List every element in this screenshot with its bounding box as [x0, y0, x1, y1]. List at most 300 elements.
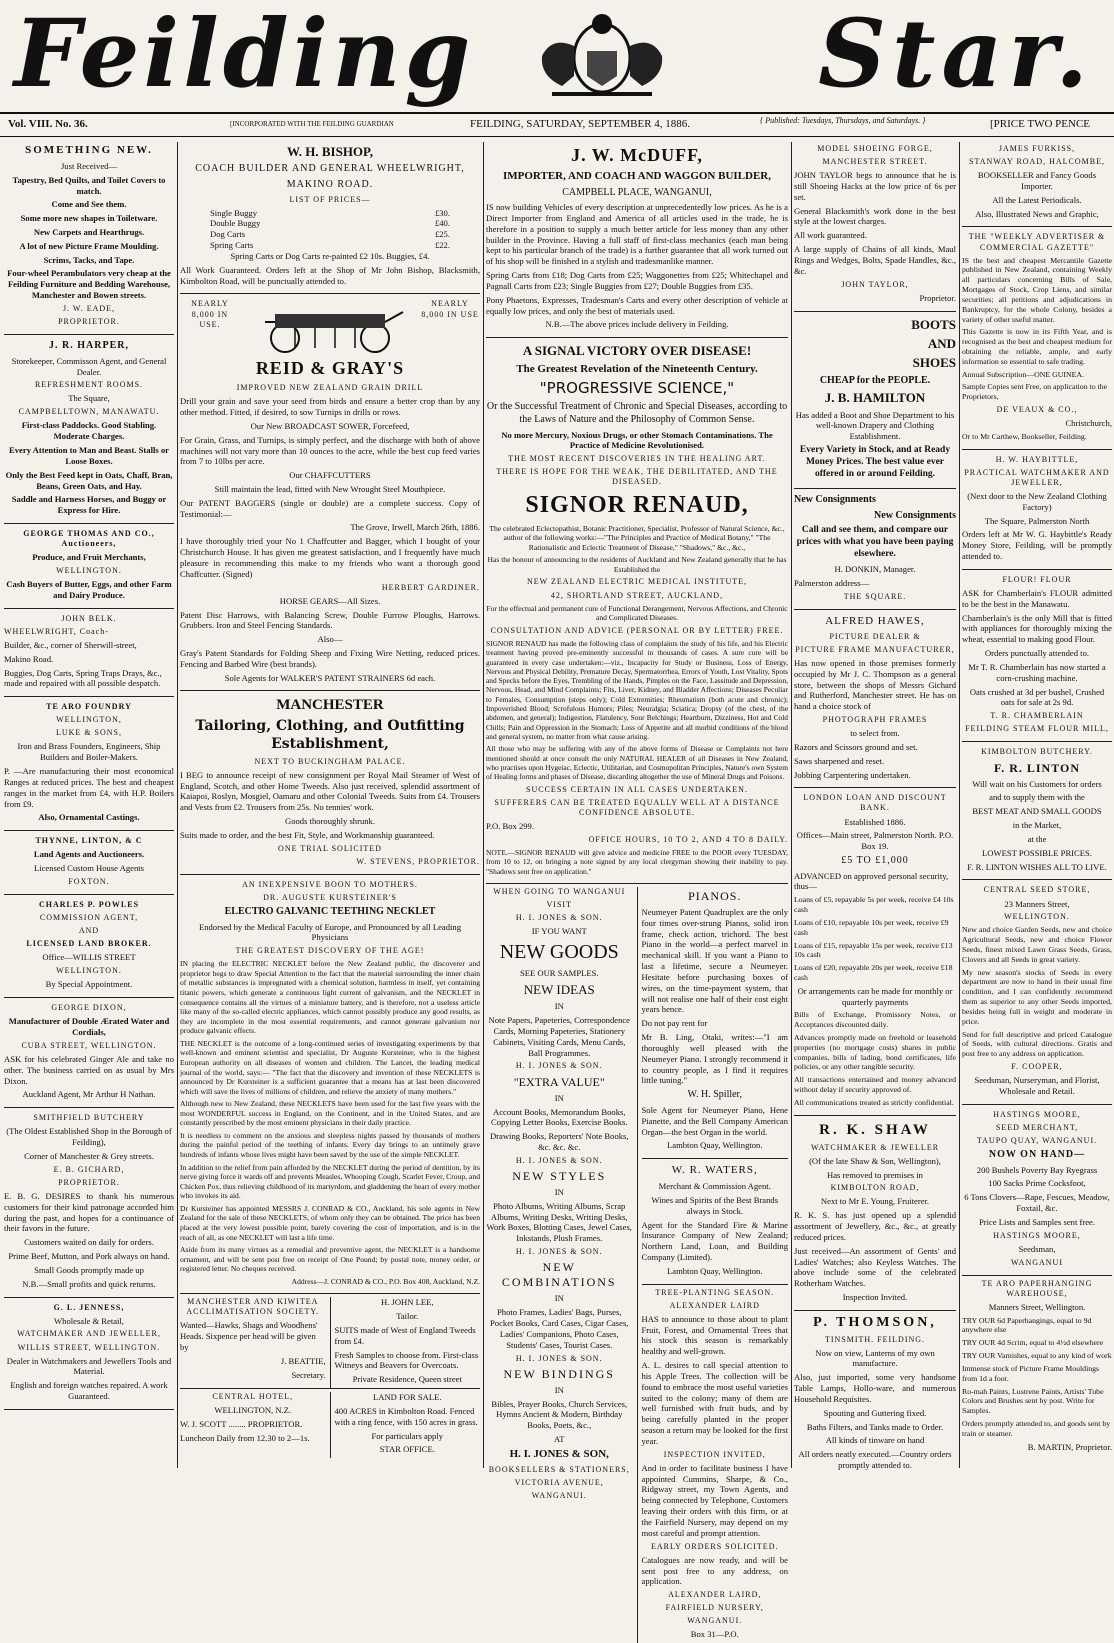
- ad-text: IN: [554, 1384, 564, 1395]
- ad-text: Box 31—P.O.: [690, 1629, 739, 1640]
- ad-text: Only the Best Feed kept in Oats, Chaff, Bran, Beans, Green Oats, and Hay.: [5, 469, 173, 491]
- column-2: [180, 142, 480, 1468]
- ad-text: Auckland Agent, Mr Arthur H Nathan.: [22, 1089, 156, 1100]
- ad-heading: ALFRED HAWES,: [825, 614, 925, 627]
- ad-text: 200 Bushels Poverty Bay Ryegrass: [976, 1164, 1098, 1175]
- ad-text: Our PATENT BAGGERS (single or double) are a complete success. Copy of Testimonial:—: [180, 497, 480, 519]
- ad-text: Small Goods promptly made up: [34, 1264, 144, 1275]
- ad-text: Cash Buyers of Butter, Eggs, and other Farm and Dairy Produce.: [6, 579, 172, 600]
- ad-signature: J. W. EADE,: [62, 303, 116, 313]
- ad-text: Send for full descriptive and priced Catalogue of Seeds, with cultural directions. Gratis and post free to any address on application.: [962, 1029, 1112, 1059]
- ad-text: Christchurch,: [1065, 418, 1112, 429]
- ad-text: ADVANCED on approved personal security, thus—: [794, 870, 949, 892]
- price-row: [210, 208, 450, 219]
- ad-text: Also—: [317, 634, 343, 645]
- ad-heading: GEORGE THOMAS AND CO., Auctioneers,: [23, 528, 155, 549]
- ad-pianos: [642, 887, 789, 1159]
- ad-heading: G. L. JENNESS,: [53, 1302, 125, 1312]
- ad-heading: HASTINGS MOORE,: [993, 1109, 1081, 1119]
- ad-text: Dealer in Watchmakers and Jewellers Tools and Material.: [6, 1355, 172, 1377]
- ad-shaw: [794, 1119, 956, 1311]
- ad-heading: BOOTS: [911, 316, 956, 332]
- ad-text: SEED MERCHANT,: [995, 1122, 1079, 1132]
- ad-text: COMMISSION AGENT,: [39, 913, 139, 923]
- ad-signature: J. BEATTIE,: [280, 1355, 326, 1366]
- price-list: [180, 208, 480, 251]
- ad-text: And in order to facilitate business I have appointed Cummins, Sharpe, & Co., Ridgway street, my Town Agents, and being connected by Telephone, Customers leaving their orders with this firm, or at the Fairfield Nursery, may depend on my most careful and prompt attention.: [641, 1462, 788, 1538]
- ad-heading: TE ARO FOUNDRY: [46, 702, 132, 712]
- ad-text: Gray's Patent Standards for Folding Sheep and Fixing Wire Netting, reduced prices. Fencing and Barbed Wire (best brands).: [180, 648, 480, 669]
- ad-text: PICTURE DEALER &: [829, 631, 921, 641]
- ad-text: NEARLY 8,000 IN USE.: [191, 299, 229, 329]
- ad-text: Also, Illustrated News and Graphic,: [975, 208, 1099, 219]
- ad-text: to select from.: [850, 728, 900, 739]
- ad-hamilton: [794, 315, 956, 489]
- ad-text: Dr Kursteiner has appointed MESSRS J. CONRAD & CO., Auckland, his sole agents in New Zealand for the sale of these NECKLETS, of whom only they can be obtained. The price has been placed at the very lowest possible point, barely covering the cost of importation, and is in the reach of all, as one NECKLET will last a life time.: [180, 1203, 480, 1242]
- ad-shoeing-forge: [794, 142, 956, 312]
- ad-text: All communications treated as strictly confidential.: [794, 1097, 954, 1107]
- ad-text: HAS to announce to those about to plant Fruit, Forest, and Ornamental Trees that his stock this season is remarkably healthy and well-grown.: [641, 1313, 788, 1357]
- ad-donkin: [794, 492, 956, 610]
- ad-text: First-class Paddocks. Good Stabling. Moderate Charges.: [21, 420, 157, 442]
- ad-text: IN: [554, 1187, 564, 1197]
- ad-text: The celebrated Eclectopathist, Botanic Practitioner, Specialist, Professor of Natural Science, &c., author of the following works:—"The Principles and Practice of Medical Botany," "The Rationalistic and Eclectic Treatment of Disease," "Shadows," &c., &c.,: [489, 523, 785, 552]
- ad-text: Price Lists and Samples sent free.: [979, 1216, 1095, 1227]
- ad-text: All kinds of tinware on hand: [825, 1435, 925, 1446]
- ad-text: Licensed Custom House Agents: [33, 863, 145, 874]
- ad-text: NEW ZEALAND ELECTRIC MEDICAL INSTITUTE,: [526, 577, 748, 587]
- ad-heading: MANCHESTER: [276, 697, 384, 714]
- ad-text: Wines and Spirits of the Best Brands always in Stock.: [651, 1194, 779, 1216]
- ad-heading: H. JOHN LEE,: [380, 1297, 434, 1308]
- ad-loan-bank: [794, 791, 956, 1115]
- ad-heading: NEW BINDINGS: [503, 1366, 615, 1381]
- ad-text: Baths Filters, and Tanks made to Order.: [806, 1421, 944, 1432]
- ad-subheading: IMPROVED NEW ZEALAND GRAIN DRILL: [236, 383, 424, 393]
- ad-text: IN: [554, 1001, 564, 1012]
- ad-text: Luncheon Daily from 12.30 to 2—1s.: [180, 1432, 310, 1443]
- price-item: Double Buggy: [210, 218, 261, 229]
- ad-text: Patent Disc Harrows, with Balancing Screw, Double Furrow Ploughs, Harrows. Grubbers. Iron and Steel Fencing Standards.: [180, 609, 480, 631]
- column-rule: [959, 142, 960, 1468]
- ad-text: H. I. JONES & SON.: [515, 1353, 603, 1363]
- ad-text: 100 Sacks Prime Cocksfoot,: [988, 1178, 1086, 1189]
- ad-signature: Proprietor.: [919, 292, 956, 303]
- ad-jones: [486, 887, 638, 1643]
- ad-text: Established 1886.: [844, 816, 906, 827]
- ad-paperhanging: [962, 1279, 1112, 1453]
- ad-text: Some more new shapes in Toiletware.: [20, 213, 158, 224]
- ad-text: Photo Albums, Writing Albums, Scrap Albums, Writing Desks, Writing Desks, Work Boxes, Blotting Cases, Jewel Cases, Inkstands, Plush Frames.: [486, 1200, 632, 1244]
- ad-text: PHOTOGRAPH FRAMES: [822, 714, 928, 724]
- ad-text: WELLINGTON.: [56, 966, 122, 976]
- ad-text: IN: [554, 1092, 564, 1103]
- dateline: [0, 112, 1114, 137]
- ad-furkiss: [962, 142, 1112, 227]
- ad-something-new: [4, 142, 174, 335]
- ad-text: WELLINGTON, N.Z.: [214, 1405, 292, 1416]
- ad-subheading: "PROGRESSIVE SCIENCE,": [539, 379, 735, 398]
- ad-text: SIGNOR RENAUD has made the following class of complaints the study of his life, and his Electric treatment having proved pre-eminently successful in thousands of cases. A sure cure will be guaranteed in every case undertaken:—viz., Incapacity for Study or Business, Loss of Energy, Nervous and Physical Debility, Premature Decay, Spermatorrhea, Errors of Youth, Lost Vitality, Spots and Specks before the Eyes, Trembling of the Hands, Pimples on the Face, Lassitude and Depression, Nervous, Head, and Mind Complaints; Fits, Liver, Kidney, and Bladder Affections; Diseases Peculiar to Females, Consumption (steps only); Cold Extremities; Rheumatism (both acute and chronic); Impoverished Blood; Scrofulous Humors; Piles; Neuralgia; Sciatica; Dropsy (of the chest, of the abdomen, and general); Indigestion, Flatulency, Sour Belchings; Heartburn, Dizziness, Hot and Cold Chills; Pain and Oppression in the Stomach; Loss of Appetite and all morbid conditions of the blood and general system, no matter from what cause arising.: [486, 638, 788, 742]
- ad-text: LUKE & SONS,: [55, 728, 122, 738]
- ad-text: Bibles, Prayer Books, Church Services, Hymns Ancient & Modern, Birthday Books, Poets, &c.,: [491, 1398, 628, 1431]
- ad-heading: LONDON LOAN AND DISCOUNT BANK.: [803, 793, 947, 813]
- ad-text: Spring Carts or Dog Carts re-painted £2 10s. Buggies, £4.: [230, 250, 430, 261]
- ad-text: English and foreign watches repaired. A work Guaranteed.: [10, 1380, 168, 1402]
- ad-text: Has the honour of announcing to the residents of Auckland and New Zealand generally that he has Established the: [487, 555, 787, 574]
- ad-heading: H. I. JONES & SON,: [509, 1447, 609, 1460]
- ad-text: THE NECKLET is the outcome of a long-continued series of investigating experiments by that well-known and eminent scientist and specialist, Dr Auguste Kursteiner, who is the highest European authority on all diseases of women and children. The Lancet, the leading medical journal of the world, says:— "The fact that the discovery and invention of these NECKLETS is announced by Dr Kursteiner is a sufficient guarantee that a means has at last been discovered which will save the lives of millions of children, and relieve the anxiety of many mothers.": [180, 1038, 480, 1096]
- ad-text: CONSULTATION AND ADVICE (PERSONAL OR BY LETTER) FREE.: [490, 625, 784, 635]
- price-value: £22.: [434, 240, 450, 251]
- ad-text: Tapestry, Bed Quilts, and Toilet Covers to match.: [12, 174, 166, 196]
- place-date: FEILDING, SATURDAY, SEPTEMBER 4, 1886.: [470, 118, 691, 130]
- ad-heading: JOHN BELK.: [61, 613, 117, 623]
- ad-text: Suits made to order, and the best Fit, Style, and Workmanship guaranteed.: [180, 829, 435, 840]
- ad-signature: W. STEVENS, PROPRIETOR.: [356, 856, 480, 866]
- ad-text: Has added a Boot and Shoe Department to his well-known Drapery and Clothing Establishment.: [795, 409, 955, 442]
- price: [PRICE TWO PENCE: [990, 118, 1091, 130]
- ad-text: It is needless to comment on the anxious and sleepless nights passed by thousands of mothers during the painful period of the teething of infants. Every day brings to an untimely grave hundreds of infants whose lives might have been saved by the use of the simple NECKLET.: [180, 1130, 480, 1159]
- ad-text: Builder, &c., corner of Sherwill-street,: [4, 639, 137, 650]
- ad-text: W. J. SCOTT ........ PROPRIETOR.: [180, 1419, 303, 1430]
- ad-text: Advances promptly made on freehold or leasehold properties (no mortgage costs) shares in public companies, bills of lading, bond certificates, life policies, or any other tangible security.: [794, 1033, 956, 1072]
- ad-smithfield: [4, 1111, 174, 1297]
- ad-text: All orders neatly executed.—Country orders promptly attended to.: [798, 1449, 952, 1471]
- ad-text: Buggies, Dog Carts, Spring Traps Drays, &c., made and repaired with all possible despatch.: [4, 667, 162, 689]
- ad-text: NOTE.—SIGNOR RENAUD will give advice and medicine FREE to the POOR every TUESDAY, from 10 to 12, on bringing a note signed by any local clergyman showing their inability to pay. "Shadows sent free on application.": [486, 847, 788, 876]
- ad-banner: [180, 299, 480, 357]
- ad-text: WELLINGTON.: [56, 565, 122, 575]
- ad-text: Spring Carts from £18; Dog Carts from £25; Waggonettes from £25; Whitechapel and Pagnall Carts from £23; Single Buggies from £27; Double Buggies from £35.: [486, 270, 788, 291]
- ad-text: (The Oldest Established Shop in the Borough of Feilding),: [6, 1126, 172, 1148]
- ad-heading: REFRESHMENT ROOMS.: [34, 380, 144, 390]
- ad-text: AT: [553, 1434, 565, 1445]
- ad-text: Note Papers, Papeteries, Correspondence Cards, Morning Papeteries, Stationery Cabinets, Visiting Cards, Menu Cards, Ball Programmes.: [488, 1015, 630, 1058]
- ad-text: WELLINGTON.: [1004, 912, 1070, 922]
- ad-text: Every Variety in Stock, and at Ready Money Prices. The best value ever offered in or around Feilding.: [799, 445, 951, 480]
- ad-text: FAIRFIELD NURSERY,: [665, 1603, 764, 1613]
- ad-land-for-sale: [335, 1392, 481, 1458]
- ad-text: Sole Agent for Neumeyer Piano, Hene Pianette, and the Bell Company American Organ—the best Organ in the world.: [641, 1104, 788, 1137]
- price-value: £40.: [434, 218, 450, 229]
- incorporated-note: [INCORPORATED WITH THE FEILDING GUARDIAN: [230, 120, 394, 128]
- ad-text: All transactions entertained and money advanced without delay if security approved of.: [794, 1075, 956, 1095]
- price-item: Spring Carts: [210, 240, 254, 251]
- ad-text: E. B. GICHARD,: [53, 1164, 125, 1174]
- ad-text: Prime Beef, Mutton, and Pork always on hand.: [8, 1251, 170, 1262]
- ad-signature: DE VEAUX & CO.,: [996, 405, 1078, 414]
- ad-text: Mr T. R. Chamberlain has now started a corn-crushing machine.: [968, 661, 1106, 683]
- ad-text: WILLIS STREET, WELLINGTON.: [17, 1342, 161, 1352]
- ad-heading: CENTRAL HOTEL,: [212, 1392, 294, 1402]
- ad-text: CHEAP for the PEOPLE.: [819, 374, 931, 386]
- ad-text: Agent for the Standard Fire & Marine Insurance Company of New Zealand; Northern Land, Loan, and Building Company (Limited).: [641, 1219, 788, 1262]
- ad-text: Chamberlain's is the only Mill that is fitted with appliances for thoroughly mixing the wheat, essential to making good Flour.: [962, 612, 1112, 645]
- ad-text: H. I. JONES & SON.: [515, 1061, 603, 1071]
- ad-text: OFFICE HOURS, 10 TO 2, AND 4 TO 8 DAILY.: [588, 834, 788, 844]
- ad-laird: [642, 1288, 789, 1641]
- ad-text: I have thoroughly tried your No 1 Chaffcutter and Bagger, which I bought of your Christchurch House. It has given me greatest satisfaction, and I frequently have much pleasure in recommending this make to my friends who want a thorough good Chaffcutter. (Signed): [180, 536, 480, 579]
- ad-text: Razors and Scissors ground and set.: [794, 741, 918, 752]
- ad-heading: SHOES: [912, 355, 956, 371]
- ad-text: Or to Mr Carthew, Bookseller, Feilding.: [962, 431, 1087, 441]
- ad-text: New Carpets and Hearthrugs.: [33, 227, 145, 237]
- ad-text: at the: [1027, 833, 1047, 844]
- ad-linton: [962, 745, 1112, 880]
- ad-text: A large supply of Chains of all kinds, Maul Rings and Wedges, Bolts, Spade Handles, &c., &c.: [794, 244, 956, 276]
- ad-subheading: IMPORTER, AND COACH AND WAGGON BUILDER,: [502, 169, 772, 182]
- masthead: [0, 0, 1114, 110]
- ad-text: Seedsman, Nurseryman, and Florist, Wholesale and Retail.: [974, 1075, 1100, 1096]
- ad-text: Storekeeper, Commisson Agent, and General Dealer.: [11, 355, 167, 377]
- ad-text: Also, just imported, some very handsome Table Lamps, Hollo-ware, and numerous Household Requisites.: [794, 1372, 956, 1404]
- ad-text: N.B.—Small profits and quick returns.: [22, 1278, 156, 1289]
- ad-text: Fresh Samples to choose from. First-class Witneys and Beavers for Overcoats.: [334, 1349, 479, 1371]
- ad-text: Or the Successful Treatment of Chronic and Special Diseases, according to the Laws of Nature and the Philosophy of Common Sense.: [486, 401, 788, 425]
- column-rule: [791, 142, 792, 1468]
- ad-text: No more Mercury, Noxious Drugs, or other Stomach Contaminations. The Practice of Medicine Revolutionised.: [501, 429, 773, 451]
- ad-text: Has now opened in those premises formerly occupied by Mr J. C. Thompson as a general store, between the shops of Messrs Gichard and Rutherford, Manchester street. He has on hand a choice stock of: [794, 657, 956, 712]
- ad-text: Land Agents and Auctioneers.: [33, 849, 145, 860]
- ad-text: Office—WILLIS STREET: [42, 952, 136, 963]
- ad-text: Orders promptly attended to, and goods sent by train or steamer.: [962, 1418, 1111, 1438]
- ad-text: Merchant & Commission Agent.: [658, 1181, 771, 1192]
- column-1: [4, 142, 174, 1468]
- ad-heading: FLOUR! FLOUR: [1002, 574, 1072, 584]
- ad-pair: [180, 1297, 480, 1388]
- ad-dixon: [4, 1001, 174, 1108]
- ad-text: Scrims, Tacks, and Tape.: [43, 254, 135, 265]
- ad-text: ALEXANDER LAIRD: [669, 1300, 760, 1310]
- coat-of-arms-icon: [512, 6, 692, 101]
- ad-subheading: The Greatest Revelation of the Nineteenth Century.: [516, 362, 758, 375]
- column-4: [794, 142, 956, 1471]
- column-rule: [177, 142, 178, 1468]
- ad-text: All the Latest Periodicals.: [992, 194, 1082, 205]
- ad-text: AND: [78, 926, 100, 936]
- ad-text: My new season's stocks of Seeds in every department are now to hand in their usual fine condition, and I can confidently recommend them as superior to any other Seeds imported, besides being full in weight and moderate in price.: [962, 967, 1112, 1026]
- ad-text: Although new to New Zealand, these NECKLETS have been used for the last five years with the most WONDERFUL success in England, on the Continent, and in the United States, and are constantly prescribed by the most eminent physicians in their daily practice.: [180, 1099, 480, 1128]
- ad-text: SEE OUR SAMPLES.: [519, 968, 599, 979]
- ad-haybittle: [962, 453, 1112, 570]
- price-row: [210, 229, 450, 240]
- ad-text: N.B.—The above prices include delivery in Feilding.: [545, 319, 729, 330]
- price-value: £25.: [434, 229, 450, 240]
- ad-thomson: [794, 1314, 956, 1471]
- ad-heading: A SIGNAL VICTORY OVER DISEASE!: [522, 343, 752, 359]
- ad-text: Oats crushed at 3d per bushel, Crushed oats for sale at 2s 9d.: [969, 686, 1105, 708]
- ad-text: BOOKSELLERS & STATIONERS,: [488, 1464, 630, 1474]
- ad-signature: JOHN TAYLOR,: [841, 279, 909, 289]
- ad-text: MANCHESTER STREET.: [822, 157, 928, 167]
- ad-text: All those who may be suffering with any of the above forms of Disease or Complaints not here mentioned should at once consult the only NATURAL HEALER of all Diseases in New Zealand, who practises upon Hygeiac, Eclectic, Utilitarian, and Cosmopolitan Principles, Nature's own System of Healing forms and phases of Disease, discarding altogether the use of Mineral Drugs and Poisons.: [486, 744, 788, 782]
- ad-heading: MANCHESTER AND KIWITEA ACCLIMATISATION SOCIETY.: [186, 1297, 320, 1317]
- ad-signature: T. R. CHAMBERLAIN: [990, 711, 1084, 721]
- ad-text: Do not pay rent for: [641, 1018, 708, 1029]
- ad-text: Drill your grain and save your seed from birds and ensure a better crop than by any other method. Fitted, if desired, to sow Turnips in drills or rows.: [180, 396, 480, 418]
- ad-seed-store: [962, 883, 1112, 1104]
- ad-text: Mr B. Ling, Otaki, writes:—"I am thoroughly well pleased with the Neumeyer Piano. I strongly recommend it to country people, as I find it requires little tuning.": [641, 1032, 788, 1086]
- ad-text: Still maintain the lead, fitted with New Wrought Steel Mouthpiece.: [214, 483, 446, 494]
- ad-subheading: COACH BUILDER AND GENERAL WHEELWRIGHT,: [195, 163, 465, 175]
- ad-heading: NOW ON HAND—: [988, 1148, 1086, 1160]
- column-rule: [483, 142, 484, 1468]
- ad-heading: H. W. HAYBITTLE,: [995, 454, 1079, 464]
- ad-text: Sample Copies sent Free, on application to the Proprietors,: [962, 382, 1108, 402]
- ad-hastings-moore: [962, 1108, 1112, 1276]
- ad-text: Wholesale & Retail,: [54, 1315, 124, 1326]
- ad-flour: [962, 573, 1112, 743]
- ad-jenness: [4, 1301, 174, 1410]
- ad-heading: THYNNE, LINTON, & C: [35, 836, 143, 846]
- ad-text: Address—J. CONRAD & CO., P.O. Box 408, Auckland, N.Z.: [291, 1276, 480, 1286]
- column-5: [962, 142, 1112, 1468]
- ad-text: Photo Frames, Ladies' Bags, Purses, Pocket Books, Card Cases, Cigar Cases, Ladies' Companions, Photo Cases, Students' Cases, Tourist Cases.: [490, 1307, 629, 1350]
- ad-text: Now on view, Lanterns of my own manufacture.: [815, 1347, 935, 1369]
- ad-text: Manners Street, Wellington.: [988, 1301, 1086, 1312]
- ad-text: Come and See them.: [51, 199, 127, 210]
- ad-text: SUFFERERS CAN BE TREATED EQUALLY WELL AT A DISTANCE CONFIDENCE ABSOLUTE.: [494, 797, 780, 817]
- ad-text: FEILDING STEAM FLOUR MILL,: [965, 724, 1109, 734]
- ad-text: Four-wheel Perambulators very cheap at the Feilding Furniture and Bedding Warehouse, Manchester and Bowen streets.: [7, 268, 171, 301]
- ad-text: Saws sharpened and reset.: [794, 755, 885, 766]
- ad-text: IN placing the ELECTRIC NECKLET before the New Zealand public, the discoverer and proprietor begs to draw Special Attention to the fact that the material surrounding the inner chain of metallic substances is impregnated with a chemical solution, harmless in itself, yet containing titanic powers, which generate a continuous light current of galvanism, and the NECKLET in consequence contains all the virtues of a miniature battery, and is therefore, not a useless article like many of the so-called electric appliances, which cannot possibly produce any good results, as they are incomplete in the most essential requirements, and cannot generate galvanism nor produce galvanic effects.: [180, 959, 480, 1036]
- ad-text: Saddle and Harness Horses, and Buggy or Express for Hire.: [11, 494, 167, 516]
- ad-text: Our New BROADCAST SOWER, Forcefeed,: [250, 420, 410, 431]
- ad-text: PROPRIETOR.: [58, 1177, 120, 1187]
- ad-text: WATCHMAKER & JEWELLER: [810, 1142, 940, 1152]
- ad-text: TAUPO QUAY, WANGANUI.: [976, 1135, 1098, 1145]
- ad-text: Palmerston address—: [794, 577, 870, 588]
- ad-text: P. —Are manufacturing their most economical Ranges at reduced prices. The best and cheapest ranges in the market from £4, with H.P. Boilers from £9.: [4, 766, 174, 809]
- ad-heading: JAMES FURKISS,: [998, 144, 1076, 153]
- ad-hawes: [794, 613, 956, 789]
- ad-heading: NEW STYLES: [512, 1168, 607, 1183]
- ad-heading: New Consignments: [794, 494, 876, 505]
- ad-te-aro-foundry: [4, 700, 174, 831]
- ad-text: Annual Subscription—ONE GUINEA.: [962, 369, 1084, 379]
- ad-signature: HERBERT GARDINER.: [381, 582, 480, 592]
- ad-heading: W. R. WATERS,: [671, 1164, 758, 1177]
- price-item: Dog Carts: [210, 229, 246, 240]
- ad-text: VICTORIA AVENUE,: [514, 1477, 604, 1487]
- ad-text: THE SQUARE.: [843, 591, 907, 601]
- ad-text: ASK for his celebrated Ginger Ale and take no other. The business carried on as usual by Mrs Dixon.: [4, 1053, 174, 1086]
- ad-signature: HASTINGS MOORE,: [993, 1230, 1081, 1240]
- ad-text: THERE IS HOPE FOR THE WEAK, THE DEBILITATED, AND THE DISEASED.: [496, 467, 778, 487]
- ad-text: Has removed to premises in: [827, 1169, 923, 1180]
- ad-heading: New Consignments: [874, 509, 956, 521]
- ad-text: Ro-mah Paints, Lustrene Paints, Artists' Tube Colors and Brushes sent by post. Write for Samples.: [962, 1386, 1104, 1416]
- ad-reid-gray: [180, 297, 480, 691]
- ad-text: This Gazette is now in its Fifth Year, and is recognised as the best and cheapest medium for obtaining the reliable, ample, and early information so essential to safe trading.: [962, 327, 1112, 366]
- ad-text: By Special Appointment.: [45, 979, 133, 990]
- ad-text: Seedsman,: [1018, 1243, 1056, 1254]
- ad-text: Pony Phaetons, Expresses, Tradesman's Carts and every other description of vehicle at equally low prices, and only the best of materials used.: [486, 294, 788, 316]
- ad-central-hotel: [180, 1392, 331, 1458]
- ad-manchester-tailoring: [180, 694, 480, 874]
- ad-text: SUCCESS CERTAIN IN ALL CASES UNDERTAKEN.: [526, 784, 748, 794]
- ad-text: R. K. S. has just opened up a splendid assortment of Jewellery, &c., &c., at greatly reduced prices.: [794, 1210, 956, 1242]
- ad-text: BEST MEAT AND SMALL GOODS: [972, 806, 1102, 817]
- ad-text: New and choice Garden Seeds, new and choice Agricultural Seeds, new and choice Flower Seeds, finest mixed Lawn Grass Seeds, Grass, Clovers and all Seeds in great variety.: [962, 925, 1112, 964]
- ad-text: All Work Guaranteed. Orders left at the Shop of Mr John Bishop, Blacksmith, Kimbolton Road, will be punctually attended to.: [180, 264, 480, 286]
- ad-text: TRY OUR Varnishes, equal to any kind of work: [962, 1351, 1112, 1361]
- ad-heading: NEW GOODS: [499, 940, 619, 963]
- ad-heading: GEORGE DIXON,: [51, 1003, 127, 1013]
- ad-text: H. I. JONES & SON.: [515, 1247, 603, 1257]
- ad-text: Corner of Manchester & Grey streets.: [24, 1150, 154, 1161]
- ad-belk: [4, 612, 174, 697]
- ad-subheading: ELECTRO GALVANIC TEETHING NECKLET: [224, 905, 436, 917]
- ad-text: (Next door to the New Zealand Clothing Factory): [967, 490, 1107, 512]
- ad-heading: AN INEXPENSIVE BOON TO MOTHERS.: [242, 879, 418, 889]
- grain-drill-icon: [255, 302, 405, 354]
- ad-text: BOOKSELLER and Fancy Goods Importer.: [977, 170, 1097, 191]
- ad-text: LOWEST POSSIBLE PRICES.: [982, 847, 1092, 858]
- ad-text: SUITS made of West of England Tweeds from £4.: [334, 1324, 476, 1346]
- ad-text: TRY OUR 4d Scrim, equal to 4½d elsewhere: [962, 1338, 1104, 1348]
- ad-text: CAMPBELLTOWN, MANAWATU.: [18, 407, 160, 417]
- ad-harper: [4, 338, 174, 524]
- ad-text: WANGANUI: [1011, 1257, 1063, 1267]
- ad-text: Tailor.: [396, 1311, 419, 1322]
- ad-heading: J. R. HARPER,: [49, 340, 129, 352]
- ad-signature: H. DONKIN, Manager.: [834, 564, 916, 575]
- ad-pair: [180, 1388, 480, 1458]
- ad-text: The Grove, Irwell, March 26th, 1886.: [350, 522, 480, 533]
- ad-heading: LAND FOR SALE.: [372, 1392, 442, 1403]
- ad-text: IS now building Vehicles of every description at unprecedentedly low prices. As he is a Direct Importer from England and America of all articles used in the trade, he is therefore in a position to supply a much better article for less money than any other builder in the Province. Having a full staff of first-class mechanics (each man being kept to his particular branch of the trade) is a further guarantee that all work turned out of his shop will be finished in a stylish and tradesmanlike manner.: [486, 202, 788, 267]
- ad-heading: F. R. LINTON: [993, 760, 1081, 775]
- ad-kiwitea: [180, 1297, 331, 1388]
- ad-text: VISIT: [546, 899, 572, 909]
- ad-text: PICTURE FRAME MANUFACTURER,: [795, 644, 955, 654]
- ad-text: Or arrangements can be made for monthly or quarterly payments: [797, 985, 953, 1007]
- ad-text: WATCHMAKER AND JEWELLER,: [17, 1329, 161, 1339]
- ad-text: Call and see them, and compare our prices with what you have been paying elsewhere.: [796, 525, 954, 560]
- ad-subheading: Tailoring, Clothing, and Outfitting Establishment,: [195, 718, 465, 752]
- ad-text: Iron and Brass Founders, Engineers, Ship Builders and Boiler-Makers.: [17, 741, 161, 763]
- ad-text: Bills of Exchange, Promissory Notes, or Acceptances discounted daily.: [794, 1010, 956, 1030]
- ad-text: DR. AUGUSTE KURSTEINER'S: [263, 892, 397, 902]
- ad-signature: W. H. Spiller,: [687, 1089, 742, 1101]
- ad-heading: W. H. BISHOP,: [286, 144, 374, 159]
- ad-subheading: MAKINO ROAD.: [286, 178, 374, 190]
- ad-heading: SIGNOR RENAUD,: [525, 492, 749, 519]
- ad-text: Loans of £15, repayable 15s per week, receive £13 10s cash: [794, 940, 953, 960]
- ad-heading: MODEL SHOEING FORGE,: [817, 144, 933, 153]
- ad-text: LICENSED LAND BROKER.: [26, 939, 152, 949]
- ad-text: ASK for Chamberlain's FLOUR admitted to be the best in the Manawatu.: [962, 588, 1112, 609]
- ad-signature: B. MARTIN, Proprietor.: [1027, 1441, 1112, 1452]
- ad-text: Every Attention to Man and Beast. Stalls or Loose Boxes.: [9, 445, 169, 466]
- ad-text: FOXTON.: [68, 876, 110, 886]
- ad-text: CUBA STREET, WELLINGTON.: [21, 1040, 157, 1050]
- ad-signature: PROPRIETOR.: [58, 317, 120, 327]
- ad-text: TRY OUR 6d Paperhangings, equal to 9d anywhere else: [962, 1315, 1092, 1335]
- ad-text: and to supply them with the: [989, 792, 1085, 803]
- ad-text: STANWAY ROAD, HALCOMBE,: [969, 157, 1105, 167]
- ad-text: P.O. Box 299.: [486, 821, 534, 831]
- ad-text: 42, SHORTLAND STREET, AUCKLAND,: [550, 590, 724, 600]
- ad-text: Wanted—Hawks, Shags and Woodhens' Heads. Sixpence per head will be given by: [180, 1320, 318, 1353]
- ad-text: Aside from its many virtues as a remedial and preventive agent, the NECKLET is a handsome ornament, and will be sent post free on receipt of One Pound; by postal note, money order, or registered letter. No cheques received.: [180, 1245, 480, 1274]
- ad-text: Account Books, Memorandum Books, Copying Letter Books, Exercise Books.: [490, 1106, 628, 1128]
- ad-thomas: [4, 527, 174, 609]
- column-3: [486, 142, 788, 1640]
